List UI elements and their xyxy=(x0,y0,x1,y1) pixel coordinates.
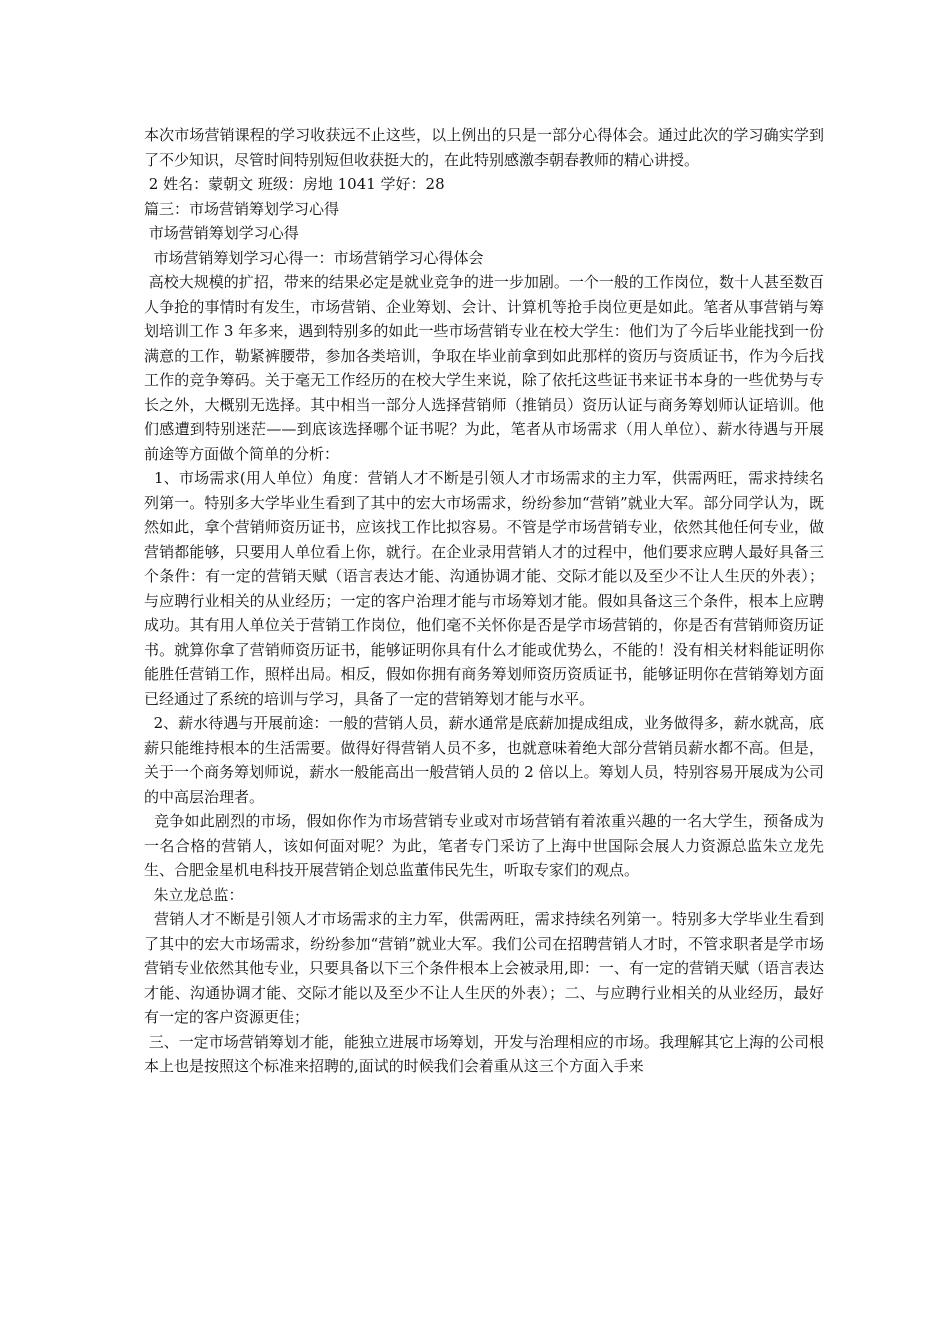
student-info-line: 2 姓名：蒙朝文 班级：房地 1041 学好：28 xyxy=(144,175,445,193)
paragraph-salary: 2、薪水待遇与开展前途：一般的营销人员，薪水通常是底薪加提成组成，业务做得多，薪水就高，底薪只能维持根本的生活需要。做得好得营销人员不多，也就意味着绝大部分营销员薪水都不高。但是，关于一个商务筹划师说，薪水一般能高出一般营销人员的 2 倍以上。筹划人员，特别容易开展成为公司的中高层治理者。 xyxy=(144,714,824,806)
paragraph-director-view: 营销人才不断是引领人才市场需求的主力军，供需两旺，需求持续名列第一。特别多大学毕业生看到了其中的宏大市场需求，纷纷参加“营销”就业大军。我们公司在招聘营销人才时，不管求职者是学市场营销专业依然其他专业，只要具备以下三个条件根本上会被录用,即：一、有一定的营销天赋（语言表达才能、沟通协调才能、交际才能以及至少不让人生厌的外表）；二、与应聘行业相关的从业经历，最好有一定的客户资源更佳； xyxy=(144,910,824,1026)
speaker-heading: 朱立龙总监： xyxy=(144,885,244,904)
paragraph-market-demand: 1、市场需求(用人单位）角度：营销人才不断是引领人才市场需求的主力军，供需两旺，需求持续名列第一。特别多大学毕业生看到了其中的宏大市场需求，纷纷参加“营销”就业大军。部分同学认为，既然如此，拿个营销师资历证书，应该找工作比拟容易。不管是学市场营销专业，依然其他任何专业，做营销都能够，只要用人单位看上你，就行。在企业录用营销人才的过程中，他们要求应聘人最好具备三个条件：有一定的营销天赋（语言表达才能、沟通协调才能、交际才能以及至少不让人生厌的外表）；与应聘行业相关的从业经历；一定的客户治理才能与市场筹划才能。假如具备这三个条件，根本上应聘成功。其有用人单位关于营销工作岗位，他们毫不关怀你是否是学市场营销的，你是否有营销师资历证书。就算你拿了营销师资历证书，能够证明你具有什么才能或优势么，不能的！没有相关材料能证明你能胜任营销工作，照样出局。相反，假如你拥有商务筹划师资历资质证书，能够证明你在营销筹划方面已经通过了系统的培训与学习，具备了一定的营销筹划才能与水平。 xyxy=(144,469,824,708)
paragraph-course-summary: 本次市场营销课程的学习收获远不止这些，以上例出的只是一部分心得体会。通过此次的学习确实学到了不少知识，尽管时间特别短但收获挺大的，在此特别感激李朝春教师的精心讲授。 xyxy=(144,126,824,169)
paragraph-third-condition: 三、一定市场营销筹划才能，能独立进展市场筹划，开发与治理相应的市场。我理解其它上海的公司根本上也是按照这个标准来招聘的,面试的时候我们会着重从这三个方面入手来 xyxy=(144,1032,824,1075)
article-title: 市场营销筹划学习心得 xyxy=(144,224,299,242)
section-title: 篇三：市场营销筹划学习心得 xyxy=(144,199,340,218)
document-page xyxy=(144,123,824,1079)
article-subtitle: 市场营销筹划学习心得一：市场营销学习心得体会 xyxy=(144,248,484,267)
paragraph-competition: 竞争如此剧烈的市场，假如你作为市场营销专业或对市场营销有着浓重兴趣的一名大学生，预备成为一名合格的营销人，该如何面对呢？为此，笔者专门采访了上海中世国际会展人力资源总监朱立龙先生、合肥金星机电科技开展营销企划总监董伟民先生，听取专家们的观点。 xyxy=(144,812,824,879)
paragraph-intro: 高校大规模的扩招，带来的结果必定是就业竞争的进一步加剧。一个一般的工作岗位，数十人甚至数百人争抢的事情时有发生，市场营销、企业筹划、会计、计算机等抢手岗位更是如此。笔者从事营销与筹划培训工作 3 年多来，遇到特别多的如此一些市场营销专业在校大学生：他们为了今后毕业能找到一份满意的工作，勒紧裤腰带，参加各类培训，争取在毕业前拿到如此那样的资历与资质证书，作为今后找工作的竞争筹码。关于毫无工作经历的在校大学生来说，除了依托这些证书来证书本身的一些优势与专长之外，大概别无选择。其中相当一部分人选择营销师（推销员）资历认证与商务筹划师认证培训。他们感遭到特别迷茫——到底该选择哪个证书呢？为此，笔者从市场需求（用人单位）、薪水待遇与开展前途等方面做个简单的分析： xyxy=(144,273,824,463)
